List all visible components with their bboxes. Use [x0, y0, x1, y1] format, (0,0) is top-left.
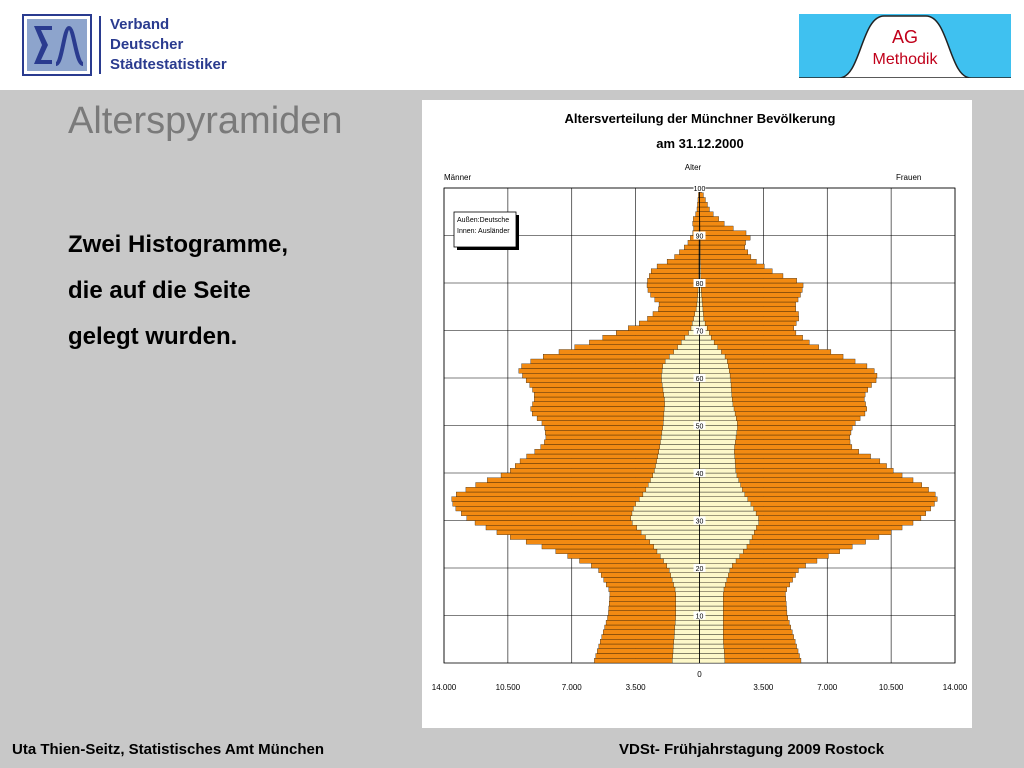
bar-male-german	[657, 264, 699, 269]
bar-female-foreign	[700, 345, 718, 350]
bar-female-foreign	[700, 573, 729, 578]
bar-male-foreign	[681, 340, 699, 345]
slide-body	[68, 222, 288, 360]
bar-male-foreign	[648, 483, 699, 488]
bar-male-foreign	[631, 516, 700, 521]
bar-male-german	[647, 278, 699, 283]
bar-female-foreign	[700, 350, 722, 355]
slide-title: Alterspyramiden	[68, 100, 343, 142]
age-tick-label: 60	[695, 376, 704, 383]
bar-female-german	[700, 264, 765, 269]
legend-line-foreign: Innen: Ausländer	[457, 228, 510, 235]
bar-female-foreign	[700, 502, 751, 507]
bar-female-german	[700, 326, 794, 331]
bar-male-german	[653, 312, 700, 317]
age-tick-label: 70	[695, 328, 704, 336]
bar-male-foreign	[662, 369, 699, 374]
bar-male-foreign	[650, 478, 699, 483]
bar-female-foreign	[700, 483, 741, 488]
bar-female-german	[700, 259, 757, 264]
bar-male-foreign	[643, 492, 700, 497]
bar-female-german	[700, 312, 799, 317]
bar-female-foreign	[700, 635, 724, 640]
chart-title-line-1: Altersverteilung der Münchner Bevölkerung	[564, 111, 836, 126]
age-pyramid-svg	[422, 100, 972, 728]
bar-male-german	[647, 283, 699, 288]
bar-male-foreign	[639, 497, 699, 502]
bar-male-german	[651, 293, 700, 298]
bar-male-foreign	[676, 592, 700, 597]
bar-female-german	[700, 212, 714, 217]
bar-female-foreign	[700, 435, 737, 440]
bar-male-foreign	[660, 440, 699, 445]
bar-male-foreign	[636, 502, 700, 507]
bar-female-foreign	[700, 620, 724, 625]
bar-male-foreign	[658, 454, 700, 459]
bar-male-foreign	[673, 654, 700, 659]
bar-female-foreign	[700, 544, 747, 549]
bar-female-german	[700, 221, 725, 226]
bar-female-german	[700, 198, 706, 203]
bar-female-foreign	[700, 364, 729, 369]
bar-female-foreign	[700, 530, 755, 535]
bar-female-foreign	[700, 359, 728, 364]
x-tick-label: 3.500	[625, 683, 646, 692]
bar-male-foreign	[694, 316, 700, 321]
bar-female-foreign	[700, 516, 759, 521]
bar-female-foreign	[700, 587, 724, 592]
bar-male-german	[639, 321, 699, 326]
bar-male-foreign	[675, 625, 700, 630]
bar-male-german	[648, 288, 700, 293]
x-tick-label: 14.000	[431, 683, 457, 692]
bar-female-foreign	[700, 440, 736, 445]
bar-female-foreign	[700, 639, 724, 644]
bar-female-german	[700, 288, 803, 293]
age-tick-label: 10	[695, 613, 704, 621]
bar-female-foreign	[700, 397, 733, 402]
bar-female-foreign	[700, 407, 734, 412]
org-name-line-3: Städtestatistiker	[110, 56, 227, 73]
bar-female-foreign	[700, 625, 724, 630]
age-tick-label: 40	[695, 471, 704, 478]
bar-male-foreign	[672, 578, 699, 583]
bar-female-german	[700, 302, 796, 307]
bar-male-foreign	[676, 606, 700, 611]
bar-female-foreign	[700, 383, 732, 388]
bar-male-german	[694, 226, 700, 231]
x-tick-label: 10.500	[878, 683, 904, 692]
bar-male-foreign	[657, 459, 700, 464]
bar-female-german	[700, 316, 799, 321]
bar-female-foreign	[700, 525, 757, 530]
body-line-3: gelegt wurden.	[68, 323, 238, 350]
bar-male-foreign	[650, 540, 700, 545]
footer-event: VDSt- Frühjahrstagung 2009 Rostock	[619, 741, 885, 758]
bar-female-foreign	[700, 492, 745, 497]
ag-logo-line-1: AG	[891, 27, 919, 47]
bar-female-foreign	[700, 578, 727, 583]
bar-male-german	[651, 269, 699, 274]
x-tick-label: 7.000	[817, 683, 838, 692]
bar-female-foreign	[700, 302, 703, 307]
org-name-line-2: Deutscher	[110, 36, 184, 53]
logo-divider	[99, 16, 101, 74]
bar-male-foreign	[664, 392, 700, 397]
bar-female-foreign	[700, 554, 740, 559]
age-pyramid-chart	[422, 100, 972, 728]
bar-female-foreign	[700, 487, 743, 492]
bar-male-foreign	[674, 639, 700, 644]
bar-male-german	[659, 302, 699, 307]
bar-male-foreign	[675, 587, 699, 592]
bar-female-foreign	[700, 601, 724, 606]
bar-female-foreign	[700, 459, 736, 464]
bar-female-german	[700, 236, 751, 241]
bar-female-foreign	[700, 312, 704, 317]
bar-female-foreign	[700, 316, 704, 321]
body-line-2: die auf die Seite	[68, 277, 251, 304]
bar-male-foreign	[674, 350, 700, 355]
bar-female-foreign	[700, 535, 753, 540]
bar-female-foreign	[700, 582, 726, 587]
age-tick-label: 90	[695, 233, 704, 241]
bar-female-german	[700, 231, 747, 236]
bar-female-german	[700, 245, 745, 250]
bar-male-foreign	[675, 620, 699, 625]
bar-female-german	[700, 202, 708, 207]
bar-male-foreign	[632, 521, 699, 526]
bar-female-foreign	[700, 369, 730, 374]
bar-female-german	[700, 240, 746, 245]
bar-female-foreign	[700, 388, 732, 393]
vds-sigma-logo-icon	[22, 14, 92, 76]
bar-male-foreign	[661, 435, 699, 440]
x-tick-label: 7.000	[561, 683, 582, 692]
bar-male-foreign	[660, 554, 699, 559]
bar-female-german	[700, 321, 797, 326]
slide-header	[0, 0, 1024, 90]
bar-male-foreign	[662, 383, 699, 388]
center-axis-label: Alter	[684, 163, 702, 172]
bar-female-german	[700, 255, 751, 260]
bar-female-foreign	[700, 445, 735, 450]
bar-male-foreign	[673, 644, 699, 649]
bar-male-foreign	[685, 335, 700, 340]
bar-male-german	[684, 245, 699, 250]
bar-male-foreign	[660, 445, 700, 450]
bar-female-german	[700, 278, 797, 283]
bar-male-foreign	[664, 411, 700, 416]
bar-male-foreign	[637, 525, 700, 530]
bar-female-german	[700, 297, 799, 302]
bar-male-foreign	[669, 354, 699, 359]
bar-male-foreign	[653, 473, 700, 478]
footer-author: Uta Thien-Seitz, Statistisches Amt München	[12, 741, 324, 758]
bar-male-foreign	[674, 582, 700, 587]
bar-male-foreign	[664, 407, 699, 412]
bar-female-german	[700, 274, 783, 279]
bar-female-foreign	[700, 649, 725, 654]
bar-male-german	[628, 326, 699, 331]
bar-female-german	[700, 207, 710, 212]
ag-logo-line-2: Methodik	[872, 51, 938, 68]
bar-male-german	[649, 274, 699, 279]
bar-female-foreign	[700, 392, 732, 397]
bar-female-foreign	[700, 606, 724, 611]
bar-male-foreign	[656, 464, 700, 469]
bar-female-foreign	[700, 511, 757, 516]
left-side-label: Männer	[444, 173, 472, 182]
bar-male-foreign	[659, 449, 700, 454]
bar-male-foreign	[654, 468, 699, 473]
bar-female-foreign	[700, 540, 750, 545]
age-tick-label: 30	[695, 518, 704, 526]
bar-female-foreign	[700, 521, 759, 526]
bar-male-foreign	[646, 487, 700, 492]
chart-legend	[454, 212, 519, 250]
bar-male-foreign	[676, 597, 700, 602]
bar-male-german	[616, 331, 699, 336]
bar-male-foreign	[664, 397, 699, 402]
bar-male-foreign	[663, 364, 700, 369]
bar-female-foreign	[700, 464, 736, 469]
x-tick-label: 10.500	[495, 683, 521, 692]
bar-female-german	[700, 307, 796, 312]
x-tick-label: 0	[697, 670, 702, 679]
bar-female-foreign	[700, 644, 724, 649]
bar-female-foreign	[700, 411, 736, 416]
bar-male-foreign	[692, 321, 699, 326]
bar-female-foreign	[700, 478, 739, 483]
bar-female-foreign	[700, 630, 724, 635]
bar-male-foreign	[672, 658, 699, 663]
bar-female-german	[700, 331, 796, 336]
age-tick-label: 80	[695, 281, 704, 288]
bar-male-foreign	[673, 649, 699, 654]
bar-male-foreign	[633, 506, 699, 511]
org-name	[110, 15, 227, 75]
bar-female-foreign	[700, 430, 737, 435]
bar-male-foreign	[641, 530, 699, 535]
bar-female-foreign	[700, 497, 748, 502]
bar-male-foreign	[664, 416, 700, 421]
bar-female-german	[700, 269, 773, 274]
age-tick-label: 50	[695, 423, 704, 431]
bar-female-foreign	[700, 402, 733, 407]
bar-male-foreign	[676, 601, 700, 606]
bar-male-foreign	[671, 573, 700, 578]
bar-female-foreign	[700, 658, 725, 663]
bar-female-german	[700, 193, 704, 198]
right-side-label: Frauen	[896, 173, 922, 182]
bar-female-foreign	[700, 321, 706, 326]
bar-female-foreign	[700, 506, 754, 511]
bar-male-german	[667, 259, 699, 264]
bar-female-foreign	[700, 416, 737, 421]
bar-male-foreign	[665, 402, 700, 407]
bar-female-foreign	[700, 592, 724, 597]
bar-male-foreign	[657, 549, 700, 554]
bar-female-german	[700, 226, 734, 231]
bar-female-foreign	[700, 340, 715, 345]
bar-female-foreign	[700, 597, 724, 602]
bar-female-german	[700, 283, 804, 288]
bar-male-german	[655, 297, 700, 302]
age-tick-label: 20	[695, 566, 704, 573]
bar-male-german	[647, 316, 699, 321]
bar-male-german	[679, 250, 699, 255]
legend-line-german: Außen:Deutsche	[457, 217, 510, 224]
bar-male-foreign	[654, 544, 700, 549]
bar-female-german	[700, 335, 803, 340]
bar-male-foreign	[645, 535, 699, 540]
age-tick-label: 100	[693, 186, 706, 193]
bar-male-foreign	[665, 359, 699, 364]
bar-female-foreign	[700, 654, 725, 659]
chart-title-line-2: am 31.12.2000	[656, 136, 744, 151]
bar-female-german	[700, 217, 719, 222]
bar-female-foreign	[700, 454, 735, 459]
bar-male-foreign	[662, 430, 700, 435]
org-name-line-1: Verband	[110, 16, 170, 33]
bar-male-german	[675, 255, 700, 260]
bar-male-foreign	[695, 312, 700, 317]
bar-male-foreign	[696, 307, 699, 312]
bar-male-german	[658, 307, 699, 312]
bar-female-german	[700, 250, 748, 255]
bar-male-foreign	[632, 511, 700, 516]
ag-methodik-logo-icon	[799, 14, 1011, 78]
bar-male-foreign	[663, 388, 700, 393]
body-line-1: Zwei Histogramme,	[68, 231, 289, 258]
bar-female-foreign	[700, 335, 712, 340]
bar-male-german	[696, 212, 700, 217]
bar-female-foreign	[700, 354, 726, 359]
bar-male-foreign	[674, 630, 699, 635]
bar-male-german	[688, 240, 700, 245]
bar-female-german	[700, 340, 810, 345]
x-tick-label: 3.500	[753, 683, 774, 692]
bar-male-german	[693, 217, 699, 222]
bar-female-foreign	[700, 307, 703, 312]
bar-female-foreign	[700, 549, 744, 554]
bar-female-foreign	[700, 559, 737, 564]
x-tick-label: 14.000	[942, 683, 968, 692]
bar-female-german	[700, 293, 801, 298]
bar-male-foreign	[664, 559, 700, 564]
bar-male-foreign	[674, 635, 699, 640]
bar-female-foreign	[700, 449, 735, 454]
bar-male-foreign	[678, 345, 700, 350]
bar-male-german	[693, 221, 700, 226]
